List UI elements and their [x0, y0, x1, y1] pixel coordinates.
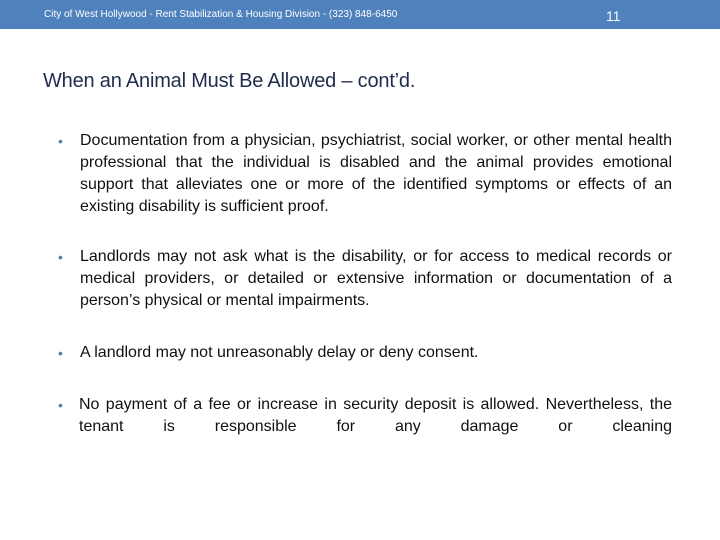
header-text: City of West Hollywood - Rent Stabilization & Housing Division - (323) 848-6450 [44, 9, 398, 20]
bullet-icon: • [58, 397, 63, 413]
page-number: 11 [606, 8, 621, 24]
bullet-item [58, 130, 672, 218]
bullet-icon: • [58, 249, 63, 265]
slide-title: When an Animal Must Be Allowed – cont’d. [43, 70, 416, 92]
bullet-item [58, 342, 672, 364]
bullet-icon: • [58, 133, 63, 149]
header-bar [0, 0, 720, 29]
bullet-icon: • [58, 345, 63, 361]
bullet-text: A landlord may not unreasonably delay or deny consent. [80, 344, 479, 361]
bullet-text: Landlords may not ask what is the disability, or for access to medical records or medical providers, or detailed or extensive information or documentation of a person’s physical or mental impairments. [80, 248, 672, 309]
bullet-item [58, 246, 672, 312]
bullet-item [58, 394, 672, 438]
bullet-text: Documentation from a physician, psychiatrist, social worker, or other mental health professional that the individual is disabled and the animal provides emotional support that alleviates one or more of the identified symptoms or effects of an existing disability is sufficient proof. [80, 132, 672, 215]
bullet-text: No payment of a fee or increase in security deposit is allowed. Nevertheless, the tenant is responsible for any damage or cleaning [79, 396, 672, 435]
